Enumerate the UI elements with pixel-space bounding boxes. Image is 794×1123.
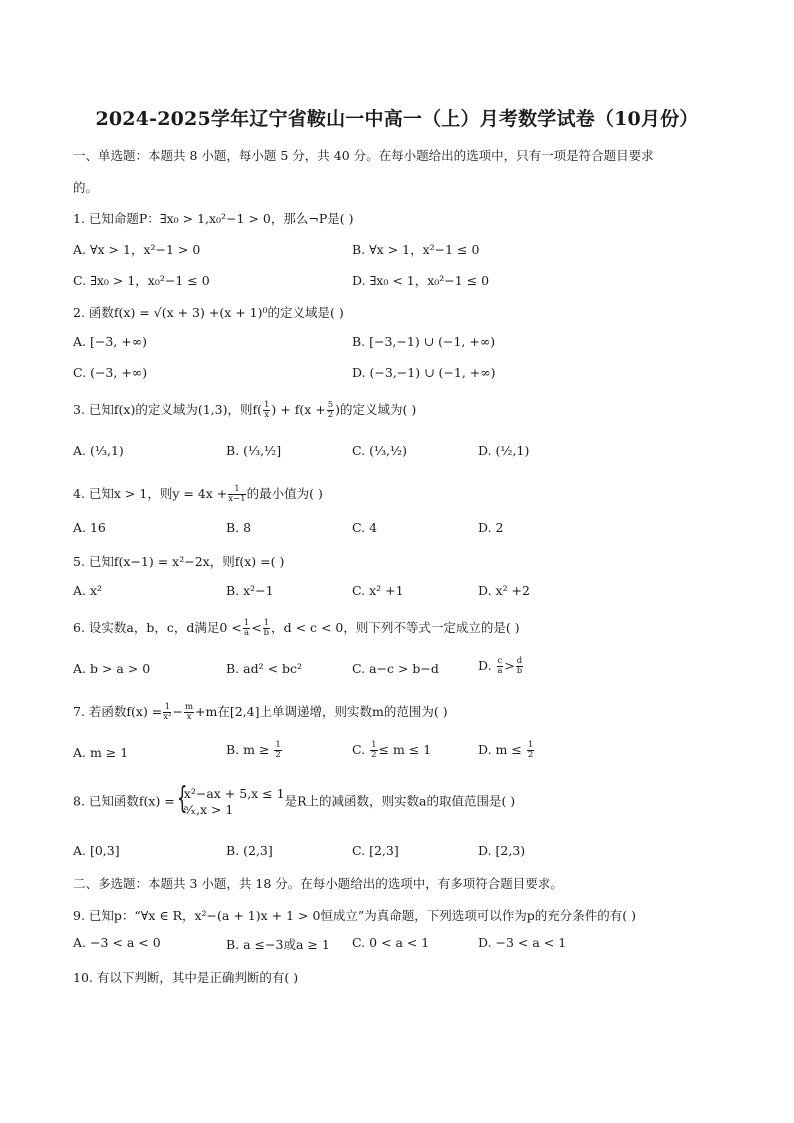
- question-3-stem-part-b: ) + f(x +: [271, 402, 326, 417]
- question-2-option-b: B. [−3,−1) ∪ (−1, +∞): [352, 334, 496, 349]
- fraction-1-over-x-squared: $\frac{1}{\text{x²}}$: [163, 702, 172, 722]
- question-7-stem-part-b: −: [172, 704, 183, 719]
- fraction-1-over-x: $\frac{1}{x}$: [263, 400, 270, 420]
- question-8-stem-part-a: 8. 已知函数f(x) =: [73, 793, 175, 809]
- question-4-stem-part-a: 4. 已知x > 1，则y = 4x +: [73, 486, 228, 501]
- question-2-option-d: D. (−3,−1) ∪ (−1, +∞): [352, 365, 496, 380]
- question-4-option-b: B. 8: [226, 520, 252, 535]
- question-9-stem: 9. 已知p：“∀x ∈ R，x²−(a + 1)x + 1 > 0恒成立”为真命题，下列选项可以作为p的充分条件的有( ): [73, 908, 637, 923]
- question-3-option-c: C. (⅓,½): [352, 443, 408, 458]
- question-8-option-b: B. (2,3]: [226, 843, 273, 858]
- question-4-stem: [73, 484, 323, 504]
- fraction-5-over-2: $\frac{5}{2}$: [327, 400, 334, 420]
- question-6-option-d: D. $\frac{c}{a}$ > $\frac{d}{b}$: [478, 656, 523, 676]
- question-8-stem: [73, 781, 516, 818]
- fraction-1-over-2: $\frac{1}{2}$: [371, 740, 377, 760]
- fraction-1-over-2: $\frac{1}{2}$: [527, 740, 534, 760]
- question-3-option-a: A. (⅓,1): [73, 443, 124, 458]
- section-heading-continued: 的。: [73, 180, 99, 195]
- question-6-stem-part-a: 6. 设实数a，b，c，d满足0 <: [73, 620, 242, 635]
- brace-symbol: {: [176, 781, 188, 816]
- question-1-option-c: C. ∃x₀ > 1，x₀²−1 ≤ 0: [73, 273, 210, 288]
- question-3-option-d: D. (½,1): [478, 443, 530, 458]
- question-9-option-b: B. a ≤−3或a ≥ 1: [226, 937, 330, 952]
- question-5-option-d: D. x² +2: [478, 583, 530, 598]
- fraction-1-over-x-minus-1: $\frac{1}{x-1}$: [228, 484, 246, 504]
- question-7-stem-part-a: 7. 若函数f(x) =: [73, 704, 163, 719]
- fraction-1-over-2: $\frac{1}{2}$: [275, 740, 281, 760]
- question-7-option-d: D. m ≤ $\frac{1}{2}$: [478, 740, 534, 760]
- fraction-1-over-a: $\frac{1}{a}$: [243, 618, 250, 638]
- question-2-option-a: A. [−3, +∞): [73, 334, 147, 349]
- piecewise-branch-1: x²−ax + 5,x ≤ 1: [183, 786, 285, 801]
- question-7-option-a: A. m ≥ 1: [73, 745, 129, 760]
- fraction-1-over-b: $\frac{1}{b}$: [263, 618, 270, 638]
- question-5-option-c: C. x² +1: [352, 583, 404, 598]
- question-5-option-b: B. x²−1: [226, 583, 274, 598]
- question-5-option-a: A. x²: [73, 583, 103, 598]
- question-6-option-a: A. b > a > 0: [73, 661, 151, 676]
- question-3-stem-part-a: 3. 已知f(x)的定义域为(1,3)，则f(: [73, 402, 262, 417]
- question-7-stem-part-c: +m在[2,4]上单调递增，则实数m的范围为( ): [195, 704, 448, 719]
- question-7-stem: [73, 702, 448, 722]
- question-1-stem: 1. 已知命题P：∃x₀ > 1,x₀²−1 > 0，那么¬P是( ): [73, 211, 354, 226]
- question-8-option-a: A. [0,3]: [73, 843, 120, 858]
- page-title: 2024-2025学年辽宁省鞍山一中高一（上）月考数学试卷（10月份）: [95, 108, 699, 130]
- question-4-option-d: D. 2: [478, 520, 504, 535]
- question-7-option-c: C. $\frac{1}{2}$ ≤ m ≤ 1: [352, 740, 432, 760]
- question-1-option-a: A. ∀x > 1，x²−1 > 0: [73, 242, 201, 257]
- piecewise-branch-2: ᵃ⁄ₓ,x > 1: [183, 802, 234, 817]
- question-10-stem: 10. 有以下判断，其中是正确判断的有( ): [73, 970, 299, 985]
- question-9-option-d: D. −3 < a < 1: [478, 935, 567, 950]
- question-3-stem: [73, 400, 416, 420]
- section-heading-single-choice: 一、单选题：本题共 8 小题，每小题 5 分，共 40 分。在每小题给出的选项中，只有一项是符合题目要求: [73, 148, 654, 163]
- question-3-option-b: B. (⅓,½]: [226, 443, 282, 458]
- fraction-c-over-a: $\frac{c}{a}$: [497, 656, 503, 676]
- question-1-option-d: D. ∃x₀ < 1，x₀²−1 ≤ 0: [352, 273, 490, 288]
- question-8-option-c: C. [2,3]: [352, 843, 399, 858]
- question-6-option-b: B. ad² < bc²: [226, 661, 303, 676]
- question-9-option-a: A. −3 < a < 0: [73, 935, 161, 950]
- question-2-option-c: C. (−3, +∞): [73, 365, 148, 380]
- question-4-stem-part-b: 的最小值为( ): [246, 486, 323, 501]
- question-2-stem: 2. 函数f(x) = √(x + 3) +(x + 1)⁰的定义域是( ): [73, 305, 344, 320]
- piecewise-function: [176, 781, 285, 818]
- question-6-stem: [73, 618, 520, 638]
- question-6-stem-part-c: ，d < c < 0，则下列不等式一定成立的是( ): [271, 620, 520, 635]
- question-7-option-b: B. m ≥ $\frac{1}{2}$: [226, 740, 281, 760]
- question-8-option-d: D. [2,3): [478, 843, 526, 858]
- question-4-option-a: A. 16: [73, 520, 106, 535]
- question-1-option-b: B. ∀x > 1，x²−1 ≤ 0: [352, 242, 480, 257]
- question-5-stem: 5. 已知f(x−1) = x²−2x，则f(x) =( ): [73, 554, 285, 569]
- question-6-option-c: C. a−c > b−d: [352, 661, 439, 676]
- fraction-m-over-x: $\frac{m}{x}$: [184, 702, 194, 722]
- fraction-d-over-b: $\frac{d}{b}$: [516, 656, 523, 676]
- question-6-stem-part-b: <: [251, 620, 262, 635]
- question-3-stem-part-c: )的定义域为( ): [335, 402, 417, 417]
- question-8-stem-part-b: 是R上的减函数，则实数a的取值范围是( ): [284, 793, 516, 809]
- section-heading-multiple-choice: 二、多选题：本题共 3 小题，共 18 分。在每小题给出的选项中，有多项符合题目要求。: [73, 876, 563, 891]
- question-4-option-c: C. 4: [352, 520, 378, 535]
- question-9-option-c: C. 0 < a < 1: [352, 935, 430, 950]
